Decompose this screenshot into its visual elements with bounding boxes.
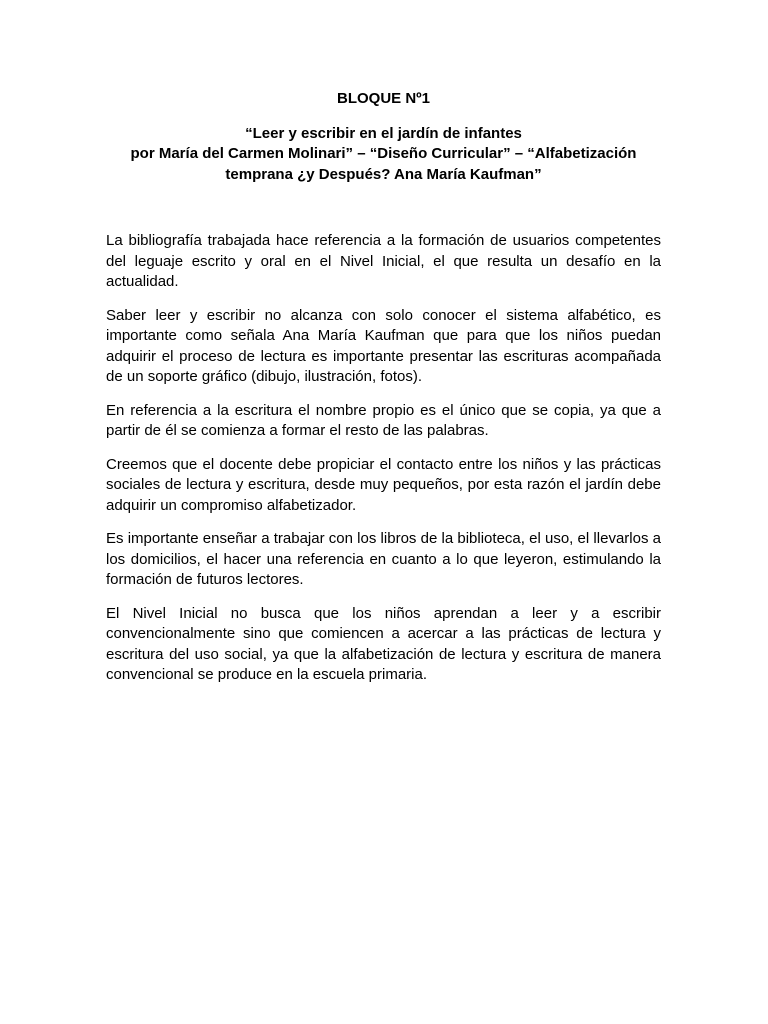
body-paragraph: Saber leer y escribir no alcanza con solo conocer el sistema alfabético, es importante como señala Ana María Kaufman que para que los niños puedan adquirir el proceso de lectura es importante presentar las escrituras acompañada de un soporte gráfico (dibujo, ilustración, fotos).	[106, 306, 661, 385]
body-paragraph: La bibliografía trabajada hace referencia a la formación de usuarios competentes del leguaje escrito y oral en el Nivel Inicial, el que resulta un desafío en la actualidad.	[106, 232, 661, 290]
body-paragraph: En referencia a la escritura el nombre propio es el único que se copia, ya que a partir de él se comienza a formar el resto de las palabras.	[106, 401, 661, 439]
block-title: BLOQUE Nº1	[337, 90, 430, 107]
document-body	[106, 231, 661, 699]
body-paragraph: El Nivel Inicial no busca que los niños aprendan a leer y a escribir convencionalmente sino que comiencen a acercar a las prácticas de lectura y escritura del uso social, ya que la alfabetización de lectura y escritura de manera convencional se produce en la escuela primaria.	[106, 604, 661, 683]
document-subtitle	[106, 124, 661, 186]
body-paragraph: Es importante enseñar a trabajar con los libros de la biblioteca, el uso, el llevarlos a los domicilios, el hacer una referencia en cuanto a lo que leyeron, estimulando la formación de futuros lectores.	[106, 530, 661, 588]
body-paragraph: Creemos que el docente debe propiciar el contacto entre los niños y las prácticas sociales de lectura y escritura, desde muy pequeños, por esta razón el jardín debe adquirir un compromiso alfabetizador.	[106, 455, 661, 514]
subtitle-line: por María del Carmen Molinari” – “Diseño Curricular” – “Alfabetización	[130, 145, 637, 162]
subtitle-line: “Leer y escribir en el jardín de infantes	[245, 124, 522, 142]
document-heading	[106, 89, 661, 185]
subtitle-line: temprana ¿y Después? Ana María Kaufman”	[225, 165, 542, 183]
